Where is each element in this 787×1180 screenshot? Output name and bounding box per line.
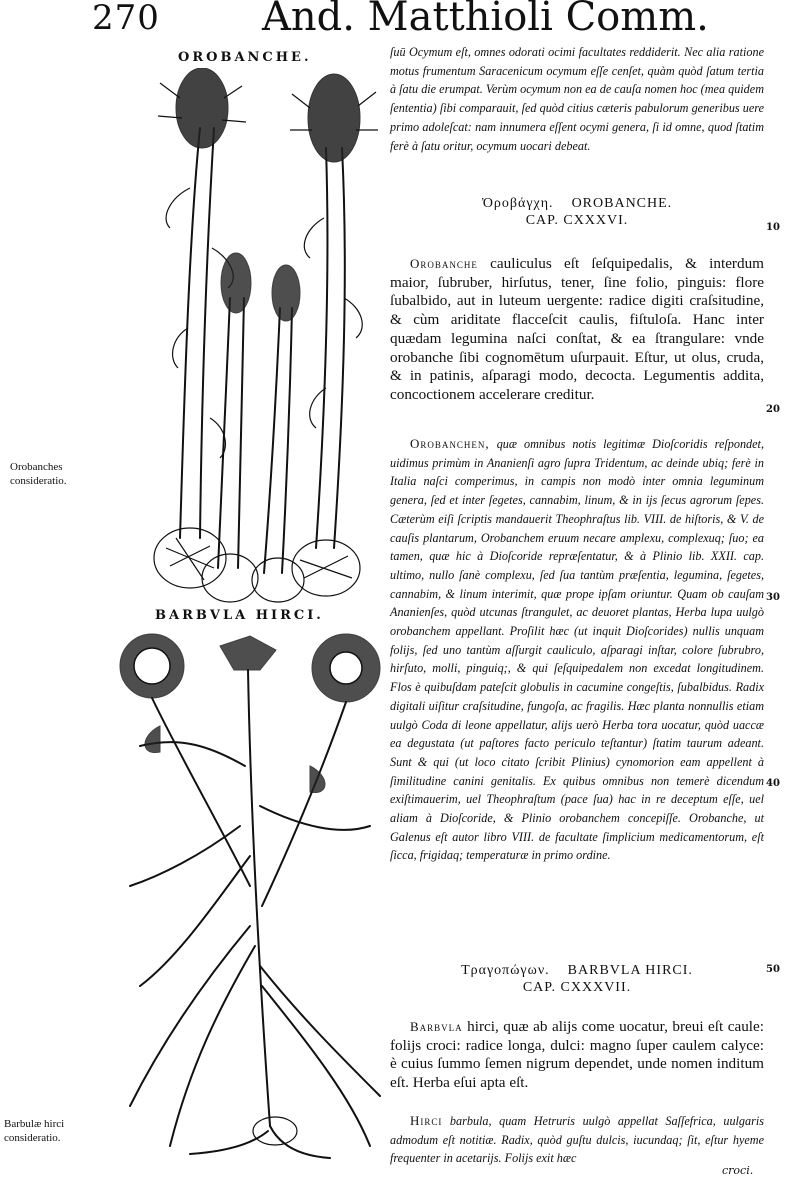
chapter-title-line: [390, 962, 764, 979]
commentary-lead-word: Hirci: [410, 1113, 443, 1128]
commentary-body: barbula, quam Hetruris uulgò appellat Saſſefrica, uulgaris admodum eſt notitiæ. Radix, quòd guſtu dulcis, iucundaq; ſit, eſtur hyeme frequenter in acetarijs. Folijs exit hæc: [390, 1114, 764, 1166]
chapter-greek-name: Ὀροβάγχη.: [481, 196, 554, 211]
line-number: 40: [766, 778, 780, 789]
catchword: croci.: [722, 1164, 754, 1177]
text-barbula: [390, 1018, 764, 1093]
chapter-greek-name: Τραγοπώγων.: [461, 963, 550, 978]
chapter-heading-orobanche: [390, 195, 764, 229]
text-body: hirci, quæ ab alijs come uocatur, breui eſt caule: folijs croci: radice longa, dulci: magno ſuper caulem calyce: è cuius ſummo ſemen nigrum dependet, unde nomen inditum eſt. Herba eſui apta eſt.: [390, 1018, 764, 1092]
commentary-body: quæ omnibus notis legitimæ Dioſcoridis reſpondet, uidimus primùm in Ananienſi agro ſupra Tridentum, ac deinde ubiq; ferè in Italia naſci comperimus, in campis non modò inter omnia leguminum genera, ſed et inter ſegetes, cannabim, linum, & in ijs ſecus agrorum ſepes. Cæterùm eiſi ſcriptis mandauerit Theophraſtus lib. VIII. de hiſtoris, & V. de cauſis plantarum, Orobanchem eruum necare amplexu, complexuq; ſuo; ea tamen, quæ hic à Dioſcoride repræſentatur, & à Plinio lib. XXII. cap. ultimo, nullo ſanè complexu, ſed ſua tantùm præſentia, legumina, ſegetes, cannabim, & linum interimit, quæ prope ipſam oriuntur. Quam ob cauſam Ananienſes, quòd utcunas ſtrangulet, ac deuoret plantas, Herba lupa uulgò orobanchem appellant. Proſilit hæc (ut inquit Dioſcorides) nullis unquam folijs, ſed uno tantùm aſſurgit cauliculo, aſparagi inſtar, colore ſubrubro, hirſuto, molli, pinguiq;, & qui ſeſquipedalem non excedat longitudinem. Flos è quibuſdam pateſcit globulis in cacumine congeſtis, ſubalbidus. Radix digitali uiſitur craſsitudine, fungoſa, ac fragilis. Hæc planta nonnullis etiam uulgò Coda di leone appellatur, alijs uerò Herba tora uocatur, quòd uaccæ ea degustata (ut paſtores facto periculo teſtantur) ſtatim taurum adeant. Sunt & qui (ut loco citato ſcribit Plinius) cynomorion eam appellent à ſimilitudine canini genitalis. Ex quibus omnibus non temerè dicendum exiſtimauerim, uel Theophraſtum (pace ſua) hac in re deceptum eſſe, uel aliam à Dioſcoride, & Plinio orobanchem concepiſſe. Orobanche, ut Galenus eſt autor libro VIII. de facultate ſimplicium medicamentorum, eſt ſicca, frigidaq; temperaturæ in primo ordine.: [390, 437, 764, 863]
margin-note-line: Barbulæ hirci: [4, 1118, 65, 1130]
woodcut-barbula-hirci: [100, 626, 390, 1166]
text-lead-word: Orobanche: [410, 256, 478, 271]
text-body: cauliculus eſt ſeſquipedalis, & interdum maior, ſubruber, hirſutus, tener, ſine folio, pinguis: flore ſubalbido, aut in luteum uergente: radice digiti craſsitudine, & cùm ariditate flacceſcit caulis, fiſtuloſa. Hanc inter quædam legumina naſci conſtat, & ea ſtrangulare: vnde orobanche ſibi cognomētum uſurpauit. Eſtur, ut olus, cruda, & in patinis, aſparagi modo, decocta. Legumentis addita, concoctionem accelerare creditur.: [390, 255, 764, 403]
chapter-number: CAP. CXXXVI.: [525, 213, 629, 228]
commentary-lead-word: Orobanchen,: [410, 436, 490, 451]
margin-note-line: Orobanches: [10, 461, 63, 473]
text-orobanche: [390, 255, 764, 405]
text-lead-word: Barbvla: [410, 1019, 463, 1034]
chapter-title: BARBVLA HIRCI.: [567, 963, 693, 978]
line-number: 10: [766, 222, 780, 233]
margin-note-line: consideratio.: [10, 475, 67, 487]
page-number: 270: [92, 0, 160, 38]
illustration-caption-barbula: BARBVLA HIRCI.: [155, 608, 324, 623]
line-number: 30: [766, 592, 780, 603]
running-head: And. Matthioli Comm.: [262, 0, 709, 40]
illustration-caption-orobanche: OROBANCHE.: [178, 50, 312, 65]
commentary-barbula: [390, 1112, 764, 1168]
chapter-heading-barbula: [390, 962, 764, 996]
chapter-title: OROBANCHE.: [571, 196, 673, 211]
woodcut-orobanche: [130, 68, 380, 608]
margin-note-orobanches: [10, 460, 67, 488]
line-number: 50: [766, 964, 780, 975]
commentary-orobanche: [390, 435, 764, 865]
chapter-number: CAP. CXXXVII.: [522, 980, 632, 995]
margin-note-line: consideratio.: [4, 1132, 61, 1144]
chapter-title-line: [390, 195, 764, 212]
margin-note-barbula: [4, 1117, 64, 1145]
text-intro: ſuū Ocymum eſt, omnes odorati ocimi facultates reddiderit. Nec alia ratione motus frumentum Saracenicum ocymum eſſe cenſet, quàm quòd ſatum tertia à ſatu die erumpat. Verùm ocymum non ea de cauſa nomen hoc (mea quidem ſententia) ſibi comparauit, ſed quòd citius cæteris pabulorum generibus uere primo adoleſcat: nam innumera eſſent ocymi genera, ſi id omne, quod ſtatim ferè à ſatu oritur, ocymum uocari debeat.: [390, 45, 764, 153]
line-number: 20: [766, 404, 780, 415]
